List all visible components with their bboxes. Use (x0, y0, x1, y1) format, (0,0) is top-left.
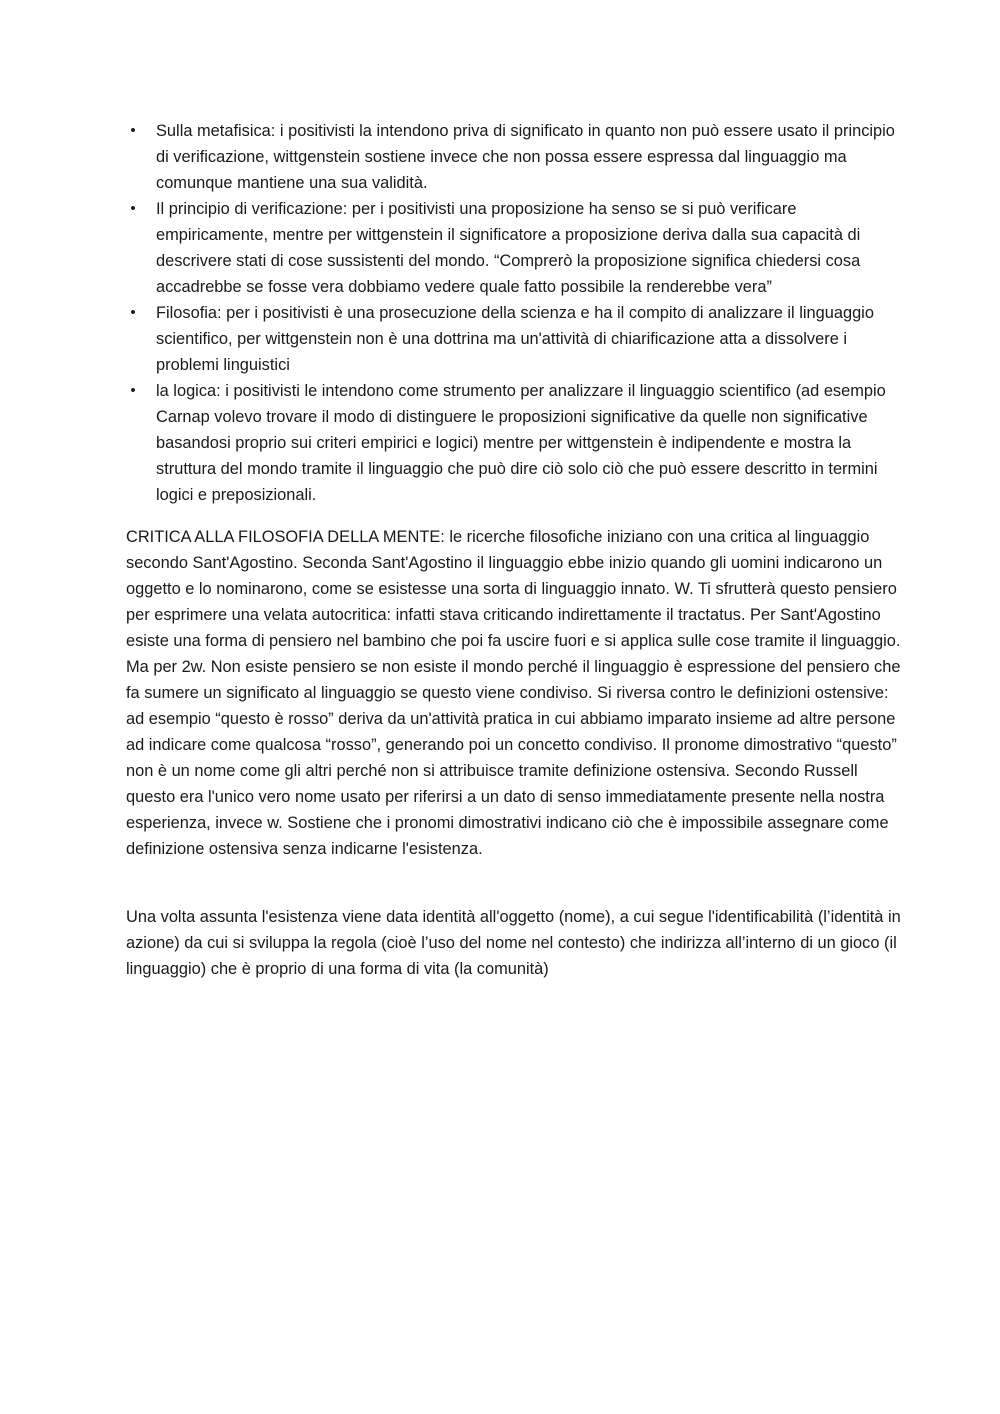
bullet-marker: • (130, 304, 136, 321)
list-item (126, 196, 910, 300)
list-item (126, 300, 910, 378)
list-item-text: Filosofia: per i positivisti è una prosecuzione della scienza e ha il compito di analizzare il linguaggio scientifico, per wittgenstein non è una dottrina ma un'attività di chiarificazione atta a dissolvere i problemi linguistici (156, 304, 874, 374)
bullet-marker: • (130, 200, 136, 217)
paragraph-identita: Una volta assunta l'esistenza viene data identità all'oggetto (nome), a cui segue l'identificabilità (l’identità in azione) da cui si sviluppa la regola (cioè l’uso del nome nel contesto) che indirizza all’interno di un gioco (il linguaggio) che è proprio di una forma di vita (la comunità) (126, 908, 901, 978)
bullet-list (126, 118, 910, 508)
list-item (126, 378, 910, 508)
list-item-text: Sulla metafisica: i positivisti la intendono priva di significato in quanto non può essere usato il principio di verificazione, wittgenstein sostiene invece che non possa essere espressa dal linguaggio ma comunque mantiene una sua validità. (156, 122, 895, 192)
list-item-text: la logica: i positivisti le intendono come strumento per analizzare il linguaggio scientifico (ad esempio Carnap volevo trovare il modo di distinguere le proposizioni significative da quelle non significative basandosi proprio sui criteri empirici e logici) mentre per wittgenstein è indipendente e mostra la struttura del mondo tramite il linguaggio che può dire ciò solo ciò che può essere descritto in termini logici e preposizionali. (156, 382, 886, 504)
paragraph-critica: CRITICA ALLA FILOSOFIA DELLA MENTE: le ricerche filosofiche iniziano con una critica al linguaggio secondo Sant'Agostino. Seconda Sant'Agostino il linguaggio ebbe inizio quando gli uomini indicarono un oggetto e lo nominarono, come se esistesse una sorta di linguaggio innato. W. Ti sfrutterà questo pensiero per esprimere una velata autocritica: infatti stava criticando indirettamente il tractatus. Per Sant'Agostino esiste una forma di pensiero nel bambino che poi fa uscire fuori e si applica sulle cose tramite il linguaggio. Ma per 2w. Non esiste pensiero se non esiste il mondo perché il linguaggio è espressione del pensiero che fa sumere un significato al linguaggio se questo viene condiviso. Si riversa contro le definizioni ostensive: ad esempio “questo è rosso” deriva da un'attività pratica in cui abbiamo imparato insieme ad altre persone ad indicare come qualcosa “rosso”, generando poi un concetto condiviso. Il pronome dimostrativo “questo” non è un nome come gli altri perché non si attribuisce tramite definizione ostensiva. Secondo Russell questo era l'unico vero nome usato per riferirsi a un dato di senso immediatamente presente nella nostra esperienza, invece w. Sostiene che i pronomi dimostrativi indicano ciò che è impossibile assegnare come definizione ostensiva senza indicarne l'esistenza. (126, 528, 901, 858)
list-item-text: Il principio di verificazione: per i positivisti una proposizione ha senso se si può verificare empiricamente, mentre per wittgenstein il significatore a proposizione deriva dalla sua capacità di descrivere stati di cose sussistenti del mondo. “Comprerò la proposizione significa chiedersi cosa accadrebbe se fosse vera dobbiamo vedere quale fatto possibile la renderebbe vera” (156, 200, 861, 296)
list-item (126, 118, 910, 196)
bullet-marker: • (130, 122, 136, 139)
bullet-marker: • (130, 382, 136, 399)
